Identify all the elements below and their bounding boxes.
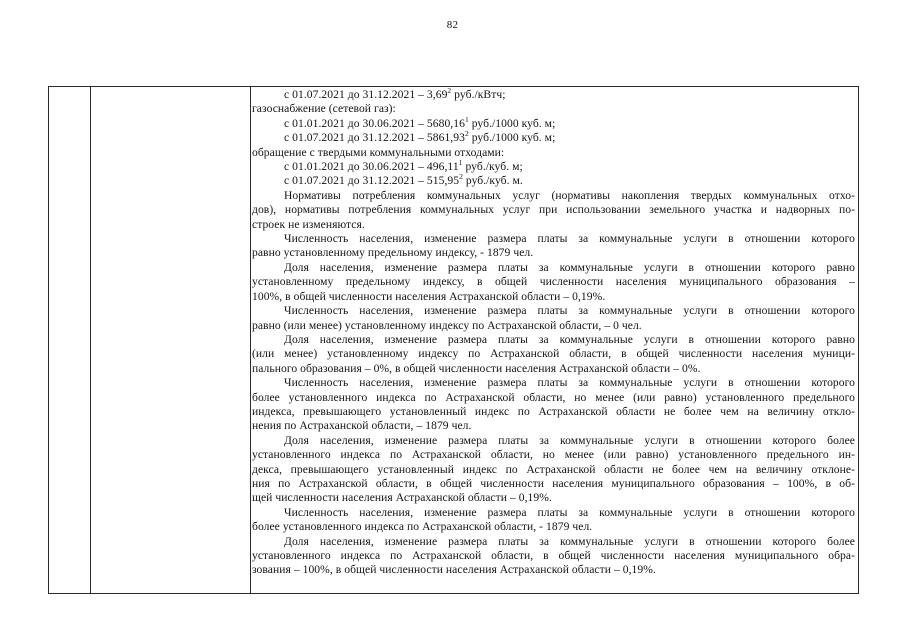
text-line <box>252 333 855 347</box>
column-divider-1 <box>90 87 91 593</box>
text-line-body: установленному предельному индексу, в общей численности населения муниципального образования – <box>252 275 855 289</box>
text-line <box>252 391 855 405</box>
text-line <box>252 520 855 534</box>
footnote-mark: 1 <box>458 158 463 168</box>
text-line-body: газоснабжение (сетевой газ): <box>252 102 396 116</box>
text-line <box>252 491 855 505</box>
text-line <box>252 131 855 145</box>
text-line <box>252 275 855 289</box>
text-line-body: более установленного индекса по Астраханской области, - 1879 чел. <box>252 520 593 534</box>
text-line-body: Доля населения, изменение размера платы за коммунальные услуги в отношении которого равно <box>284 260 855 274</box>
text-line-body: равно установленному предельному индексу, - 1879 чел. <box>252 246 534 260</box>
text-line-body: зования – 100%, в общей численности населения Астраханской области – 0,19%. <box>252 563 656 577</box>
table <box>48 86 859 594</box>
text-line <box>252 102 855 116</box>
text-line-body: нения по Астраханской области, – 1879 чел. <box>252 419 472 433</box>
text-line-body: индекса, превышающего установленный индекс по Астраханской области не более чем на величину откло- <box>252 404 855 418</box>
text-line <box>252 160 855 174</box>
text-line-body: строек не изменяются. <box>252 217 365 231</box>
text-line-unit: руб./кВтч; <box>451 88 506 101</box>
text-line <box>252 218 855 232</box>
text-line <box>252 549 855 563</box>
text-line-body: 100%, в общей численности населения Астраханской области – 0,19%. <box>252 289 606 303</box>
text-line-unit: руб./куб. м; <box>462 160 523 174</box>
text-line <box>252 448 855 462</box>
text-line-body: щей численности населения Астраханской области – 0,19%. <box>252 491 552 505</box>
text-line <box>252 319 855 333</box>
text-line <box>252 463 855 477</box>
text-line-body: дов), нормативы потребления коммунальных услуг при использовании земельного участка и надворных по- <box>252 203 855 217</box>
text-line-body: (или менее) установленному индексу по Астраханской области, в общей численности населения муници- <box>252 347 855 361</box>
text-line <box>252 477 855 491</box>
page-number: 82 <box>446 19 459 31</box>
text-line <box>252 506 855 520</box>
text-line-body: Доля населения, изменение размера платы за коммунальные услуги в отношении которого более <box>284 433 855 447</box>
text-line <box>252 376 855 390</box>
text-line-body: Численность населения, изменение размера платы за коммунальные услуги в отношении которого <box>284 376 855 390</box>
footnote-mark: 1 <box>464 114 469 124</box>
footnote-mark: 2 <box>447 86 452 95</box>
text-line <box>252 246 855 260</box>
text-line-body: с 01.07.2021 до 31.12.2021 – 3,69 <box>284 88 448 101</box>
text-line <box>252 261 855 275</box>
text-line-body: более установленного индекса по Астраханской области, но менее (или равно) установленного предельного <box>252 390 855 404</box>
text-line <box>252 174 855 188</box>
text-line-body: установленного индекса по Астраханской области, в общей численности населения муниципального обра- <box>252 549 855 562</box>
text-line-body: Доля населения, изменение размера платы за коммунальные услуги в отношении которого равно <box>284 332 855 346</box>
text-line <box>252 114 855 131</box>
text-line-body: с 01.01.2021 до 30.06.2021 – 496,11 <box>284 160 459 174</box>
text-line-body: с 01.07.2021 до 31.12.2021 – 5861,93 <box>284 131 465 145</box>
table-cell-text <box>252 88 855 578</box>
footnote-mark: 2 <box>459 172 463 182</box>
text-line <box>252 203 855 217</box>
text-line <box>252 405 855 419</box>
text-line-body: установленного индекса по Астраханской области, но менее (или равно) установленного предельного ин- <box>252 448 855 462</box>
text-line-body: пального образования – 0%, в общей численности населения Астраханской области – 0%. <box>252 361 701 375</box>
text-line <box>252 362 855 376</box>
text-line-unit: руб./1000 куб. м; <box>468 116 556 130</box>
footnote-mark: 2 <box>464 129 469 139</box>
text-line-body: равно (или менее) установленному индексу по Астраханской области, – 0 чел. <box>252 318 642 332</box>
text-line-body: Численность населения, изменение размера платы за коммунальные услуги в отношении которого <box>284 304 855 318</box>
text-line <box>252 347 855 361</box>
text-line-body: Доля населения, изменение размера платы за коммунальные услуги в отношении которого более <box>284 534 855 548</box>
text-line-unit: руб./1000 куб. м; <box>468 131 556 145</box>
text-line <box>252 290 855 304</box>
text-line <box>252 146 855 160</box>
text-line <box>252 563 855 577</box>
text-line <box>252 304 855 318</box>
text-line-body: Численность населения, изменение размера платы за коммунальные услуги в отношении которого <box>284 505 855 519</box>
text-line-body: декса, превышающего установленный индекс по Астраханской области не более чем на величину отклоне- <box>252 462 855 476</box>
text-line-unit: руб./куб. м. <box>462 174 523 188</box>
text-line-body: с 01.01.2021 до 30.06.2021 – 5680,16 <box>284 116 465 130</box>
text-line-body: с 01.07.2021 до 31.12.2021 – 515,95 <box>284 174 460 188</box>
text-line-body: ния по Астраханской области, в общей численности населения муниципального образования – 100%, в об- <box>252 476 855 490</box>
text-line <box>252 88 855 102</box>
text-line-body: Численность населения, изменение размера платы за коммунальные услуги в отношении которого <box>284 232 855 246</box>
column-divider-2 <box>250 87 251 593</box>
text-line <box>252 189 855 203</box>
text-line <box>252 535 855 549</box>
text-line-body: Нормативы потребления коммунальных услуг (нормативы накопления твердых коммунальных отхо- <box>284 188 855 202</box>
text-line-body: обращение с твердыми коммунальными отходами: <box>252 145 505 159</box>
text-line <box>252 232 855 246</box>
text-line <box>252 434 855 448</box>
text-line <box>252 419 855 433</box>
